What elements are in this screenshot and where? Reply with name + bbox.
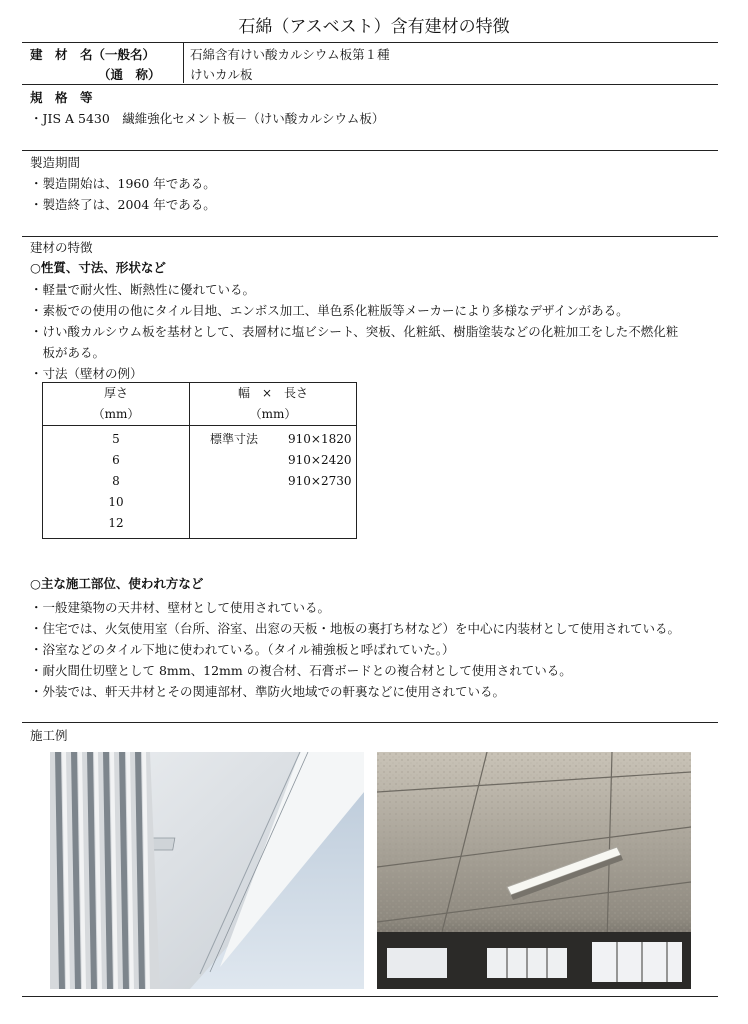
label-general-name: 建 材 名（一般名）	[30, 47, 156, 62]
table-cell: 910×2730	[288, 474, 352, 488]
feature-item: ・けい酸カルシウム板を基材として、表層材に塩ビシート、突板、化粧紙、樹脂塗装などの化粧加工をした不燃化粧	[30, 324, 679, 339]
spec-item: ・JIS A 5430 繊維強化セメント板－（けい酸カルシウム板）	[30, 111, 385, 126]
col-header: 厚さ	[103, 386, 128, 400]
usage-item: ・外装では、軒天井材とその関連部材、準防火地域での軒裏などに使用されている。	[30, 684, 506, 699]
examples-heading: 施工例	[30, 728, 68, 743]
eaves-illustration	[50, 752, 364, 989]
col-unit: （mm）	[249, 407, 297, 421]
features-heading: 建材の特徴	[30, 240, 93, 255]
divider	[22, 150, 718, 151]
table-cell: 8	[112, 474, 120, 488]
value-common-name: けいカル板	[190, 67, 253, 82]
usage-item: ・浴室などのタイル下地に使われている。（タイル補強板と呼ばれていた。）	[30, 642, 455, 657]
period-item: ・製造開始は、1960 年である。	[30, 176, 216, 191]
divider	[22, 42, 718, 43]
period-item: ・製造終了は、2004 年である。	[30, 197, 216, 212]
usage-heading: ○主な施工部位、使われ方など	[30, 576, 204, 591]
thickness-cell	[43, 426, 190, 539]
photo-eaves-ceiling	[50, 752, 364, 989]
features-subheading: ○性質、寸法、形状など	[30, 260, 166, 275]
col-header: 幅 × 長さ	[237, 386, 309, 400]
divider	[22, 236, 718, 237]
feature-item: ・素板での使用の他にタイル目地、エンボス加工、単色系化粧版等メーカーにより多様なデザインがある。	[30, 303, 629, 318]
table-header-size	[190, 383, 357, 426]
table-header-thickness	[43, 383, 190, 426]
dimensions-table	[42, 382, 357, 539]
feature-item: ・軽量で耐火性、断熱性に優れている。	[30, 282, 256, 297]
size-cell	[190, 426, 357, 539]
divider	[22, 84, 718, 85]
table-cell: 6	[112, 453, 120, 467]
divider	[22, 996, 718, 997]
usage-item: ・一般建築物の天井材、壁材として使用されている。	[30, 600, 331, 615]
label-common-name: （通 称）	[98, 67, 161, 82]
divider	[22, 722, 718, 723]
table-cell: 5	[112, 432, 120, 446]
value-general-name: 石綿含有けい酸カルシウム板第１種	[190, 47, 390, 62]
period-heading: 製造期間	[30, 155, 81, 170]
table-cell: 12	[108, 516, 124, 530]
table-cell: 10	[108, 495, 124, 509]
table-cell: 910×1820	[288, 432, 352, 446]
standard-label: 標準寸法	[210, 432, 259, 446]
table-cell: 910×2420	[288, 453, 352, 467]
ceiling-illustration	[377, 752, 691, 989]
usage-item: ・住宅では、火気使用室（台所、浴室、出窓の天板・地板の裏打ち材など）を中心に内装材として使用されている。	[30, 621, 681, 636]
feature-item: ・寸法（壁材の例）	[30, 366, 143, 381]
spec-heading: 規 格 等	[30, 90, 93, 105]
header-divider	[183, 43, 184, 83]
feature-item: 板がある。	[30, 345, 106, 360]
page-title: 石綿（アスベスト）含有建材の特徴	[238, 17, 510, 37]
col-unit: （mm）	[92, 407, 140, 421]
usage-item: ・耐火間仕切壁として 8mm、12mm の複合材、石膏ボードとの複合材として使用されている。	[30, 663, 572, 678]
photo-interior-ceiling	[377, 752, 691, 989]
